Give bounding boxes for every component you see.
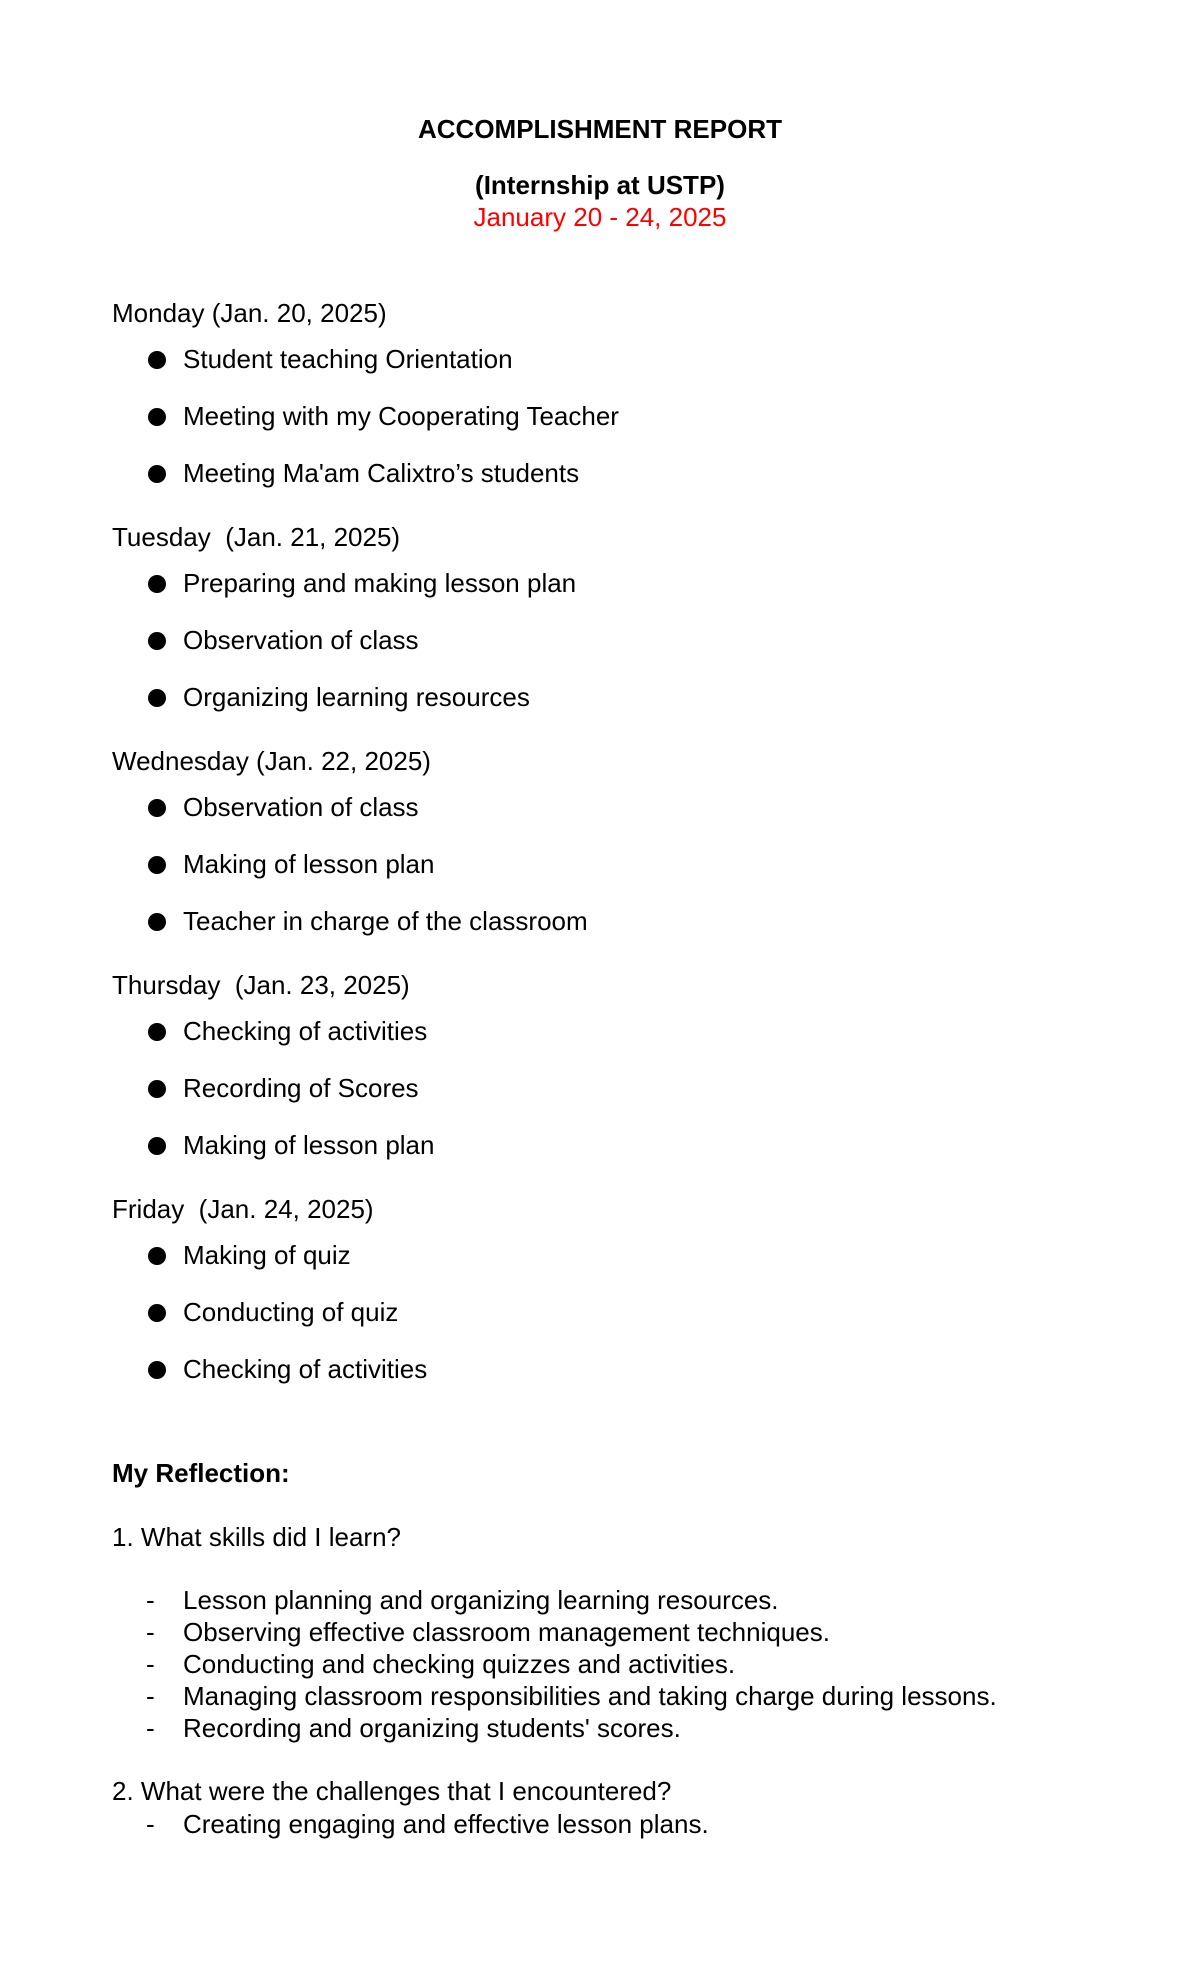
dash-icon: - — [146, 1649, 155, 1679]
bullet-icon — [148, 689, 166, 707]
list-item — [112, 1071, 1112, 1105]
dash-icon: - — [146, 1809, 155, 1839]
bullet-icon — [148, 913, 166, 931]
activity-list — [112, 790, 1112, 938]
bullet-icon — [148, 632, 166, 650]
bullet-icon — [148, 856, 166, 874]
list-item-text: Making of quiz — [183, 1240, 351, 1270]
list-item-text: Meeting with my Cooperating Teacher — [183, 401, 619, 431]
list-item — [112, 1584, 1112, 1616]
activity-list — [112, 342, 1112, 490]
list-item — [112, 1238, 1112, 1272]
list-item — [112, 1352, 1112, 1386]
list-item-text: Conducting and checking quizzes and activities. — [183, 1649, 736, 1679]
question-2: 2. What were the challenges that I encountered? — [112, 1776, 672, 1806]
bullet-icon — [148, 465, 166, 483]
list-item-text: Creating engaging and effective lesson plans. — [183, 1809, 709, 1839]
list-item — [112, 790, 1112, 824]
answer-list-2 — [112, 1808, 1112, 1840]
activity-list — [112, 1014, 1112, 1162]
dash-icon: - — [146, 1713, 155, 1743]
list-item — [112, 1808, 1112, 1840]
list-item — [112, 342, 1112, 376]
bullet-icon — [148, 1137, 166, 1155]
list-item — [112, 1295, 1112, 1329]
bullet-icon — [148, 408, 166, 426]
list-item-text: Organizing learning resources — [183, 682, 530, 712]
list-item — [112, 1648, 1112, 1680]
list-item-text: Recording of Scores — [183, 1073, 419, 1103]
day-heading: Tuesday (Jan. 21, 2025) — [112, 522, 401, 552]
list-item-text: Managing classroom responsibilities and taking charge during lessons. — [183, 1681, 997, 1711]
bullet-icon — [148, 1247, 166, 1265]
question-1: 1. What skills did I learn? — [112, 1522, 402, 1552]
list-item — [112, 1014, 1112, 1048]
list-item-text: Conducting of quiz — [183, 1297, 399, 1327]
dash-icon: - — [146, 1617, 155, 1647]
bullet-icon — [148, 1361, 166, 1379]
list-item-text: Meeting Ma'am Calixtro’s students — [183, 458, 580, 488]
report-subtitle: (Internship at USTP) — [475, 170, 725, 200]
report-body — [112, 296, 1112, 1840]
list-item — [112, 566, 1112, 600]
list-item-text: Checking of activities — [183, 1016, 428, 1046]
list-item — [112, 623, 1112, 657]
list-item-text: Teacher in charge of the classroom — [183, 906, 588, 936]
list-item-text: Observation of class — [183, 792, 419, 822]
list-item-text: Lesson planning and organizing learning resources. — [183, 1585, 779, 1615]
list-item — [112, 904, 1112, 938]
list-item-text: Student teaching Orientation — [183, 344, 513, 374]
bullet-icon — [148, 1023, 166, 1041]
bullet-icon — [148, 1080, 166, 1098]
bullet-icon — [148, 799, 166, 817]
list-item-text: Checking of activities — [183, 1354, 428, 1384]
day-tuesday — [112, 520, 1112, 714]
list-item-text: Observing effective classroom management techniques. — [183, 1617, 830, 1647]
report-date-range: January 20 - 24, 2025 — [473, 202, 727, 232]
list-item — [112, 680, 1112, 714]
day-heading: Thursday (Jan. 23, 2025) — [112, 970, 410, 1000]
day-thursday — [112, 968, 1112, 1162]
list-item — [112, 1128, 1112, 1162]
bullet-icon — [148, 1304, 166, 1322]
list-item — [112, 1616, 1112, 1648]
day-friday — [112, 1192, 1112, 1386]
list-item-text: Recording and organizing students' scores. — [183, 1713, 681, 1743]
answer-list-1 — [112, 1584, 1112, 1744]
report-title: ACCOMPLISHMENT REPORT — [418, 114, 782, 144]
dash-icon: - — [146, 1585, 155, 1615]
list-item-text: Observation of class — [183, 625, 419, 655]
dash-icon: - — [146, 1681, 155, 1711]
day-wednesday — [112, 744, 1112, 938]
list-item — [112, 456, 1112, 490]
reflection-heading: My Reflection: — [112, 1458, 290, 1488]
day-monday — [112, 296, 1112, 490]
day-heading: Monday (Jan. 20, 2025) — [112, 298, 387, 328]
bullet-icon — [148, 351, 166, 369]
list-item — [112, 399, 1112, 433]
list-item — [112, 1680, 1112, 1712]
activity-list — [112, 1238, 1112, 1386]
list-item — [112, 847, 1112, 881]
day-heading: Friday (Jan. 24, 2025) — [112, 1194, 374, 1224]
list-item — [112, 1712, 1112, 1744]
day-heading: Wednesday (Jan. 22, 2025) — [112, 746, 431, 776]
list-item-text: Making of lesson plan — [183, 1130, 435, 1160]
activity-list — [112, 566, 1112, 714]
list-item-text: Making of lesson plan — [183, 849, 435, 879]
list-item-text: Preparing and making lesson plan — [183, 568, 577, 598]
bullet-icon — [148, 575, 166, 593]
